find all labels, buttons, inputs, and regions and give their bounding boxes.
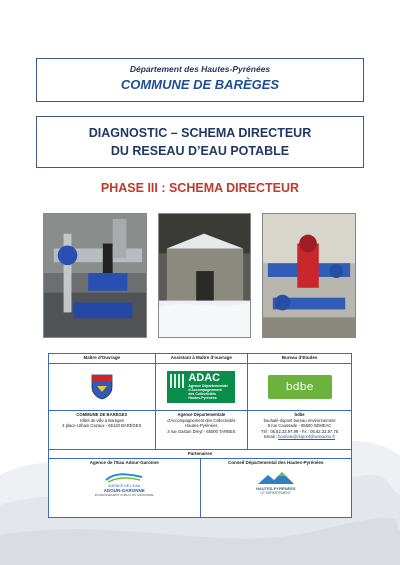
bdbe-logo-cell	[248, 364, 352, 411]
title-line-2: DU RESEAU D’EAU POTABLE	[110, 144, 290, 158]
bareges-coat-of-arms-cell	[49, 364, 156, 411]
entity-commune	[49, 411, 156, 450]
partner-name: Agence de l'Eau Adour-Garonne	[89, 460, 159, 465]
phase-title: PHASE III : SCHEMA DIRECTEUR	[100, 181, 300, 195]
stone-building-snow-photo	[158, 213, 251, 338]
adac-logo-text: ADAC	[188, 372, 221, 384]
bdbe-logo: bdbe	[268, 375, 332, 399]
partner-name: Conseil Départemental des Hautes-Pyrénées	[227, 460, 324, 465]
adac-logo-line: d'Accompagnement	[188, 388, 222, 392]
adac-logo-line: Agence Départementale	[188, 384, 229, 388]
red-blue-valves-photo	[262, 213, 356, 338]
commune-header-box	[36, 58, 364, 102]
pipes-valve-photo	[43, 213, 147, 338]
title-line-1: DIAGNOSTIC – SCHEMA DIRECTEUR	[88, 126, 312, 140]
partners-header: Partenaires	[49, 450, 352, 459]
mountains-logo-icon	[256, 471, 296, 485]
adac-grid-icon	[170, 374, 184, 388]
adour-garonne-logo-line: ÉTABLISSEMENT PUBLIC DU MINISTÈRE	[94, 493, 154, 497]
partners-header-row	[49, 450, 352, 459]
role-maitre-ouvrage: Maître d'Ouvrage	[49, 354, 156, 364]
role-assistant: Assistant à Maître d'ouvrage	[155, 354, 248, 364]
entities-row	[49, 411, 352, 450]
cd65-logo-line: LE DÉPARTEMENT	[260, 491, 291, 495]
adac-logo-cell	[155, 364, 248, 411]
cd65-logo-line: HAUTES-PYRÉNÉES	[255, 486, 296, 491]
entity-email-line	[249, 434, 350, 440]
adour-garonne-wave-icon	[104, 471, 144, 483]
entity-org-name: Agence Départementale	[177, 412, 226, 417]
commune-name: COMMUNE DE BARÈGES	[120, 77, 280, 92]
roles-row	[49, 354, 352, 364]
partner-adour-garonne	[49, 459, 200, 517]
email-label: Email :	[264, 434, 277, 440]
document-title-box	[36, 116, 364, 168]
entity-org-name: bdbe	[294, 412, 305, 417]
entity-line: bouhalé dupont bureau environnement	[263, 417, 336, 423]
coat-of-arms-icon	[91, 374, 113, 400]
entity-line: 9 rue Caussade - 65600 SEMEAC	[267, 423, 332, 429]
entity-org-name: COMMUNE DE BARÈGES	[76, 412, 128, 417]
entity-line: Hôtel de ville à Barèges	[79, 417, 124, 423]
entity-bdbe	[248, 411, 352, 450]
entity-line: Tél : 05.62.33.97.99 - Fx : 05.62.33.97.76	[261, 428, 339, 434]
partners-table	[48, 353, 352, 518]
partner-conseil-departemental	[200, 459, 351, 517]
adac-logo	[167, 371, 235, 403]
role-bureau-etudes: Bureau d'Etudes	[248, 354, 352, 364]
entity-line: 4 place Urbain Cazaux - 65120 BARÈGES	[62, 423, 142, 429]
email-link[interactable]: bouhale@dupont@wanadoo.fr	[278, 434, 336, 440]
adour-garonne-logo-line: ADOUR-GARONNE	[103, 488, 145, 493]
partners-container	[49, 459, 352, 518]
adac-logo-line: Hautes-Pyrénées	[188, 396, 217, 400]
entity-line: 3 rue Gaston Dreyt - 65000 TARBES	[167, 428, 236, 434]
entity-adac	[155, 411, 248, 450]
adac-logo-line: des Collectivités	[188, 392, 216, 396]
entity-line: Hautes-Pyrénées	[185, 423, 218, 429]
logos-row	[49, 364, 352, 411]
entity-line: d'Accompagnement des Collectivités	[167, 417, 236, 423]
department-name: Département des Hautes-Pyrénées	[129, 64, 271, 74]
partners-row	[49, 459, 352, 518]
partners-inner-table	[49, 459, 351, 517]
adour-garonne-logo-line: AGENCE DE L'EAU	[108, 484, 141, 488]
